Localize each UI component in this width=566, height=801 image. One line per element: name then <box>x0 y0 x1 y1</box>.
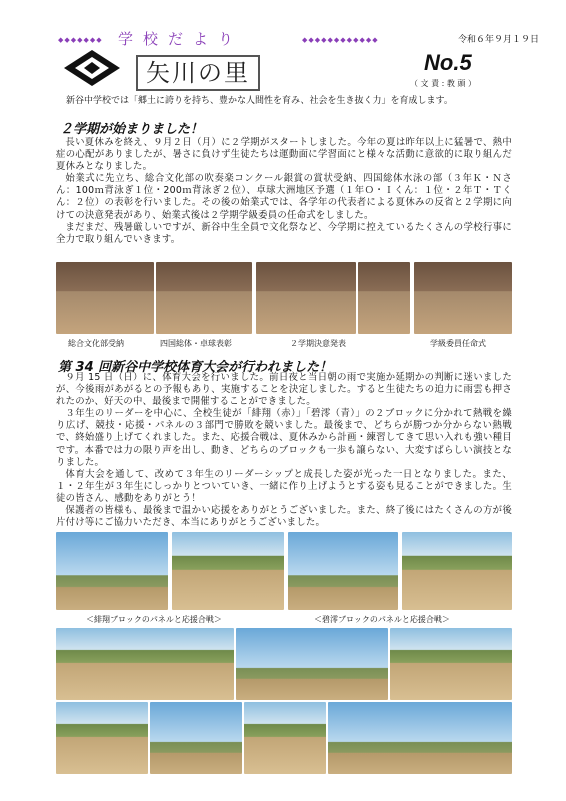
caption-blue-block: ＜碧澪ブロックのパネルと応援合戦＞ <box>314 615 450 624</box>
section2-paragraph: ９月 15 日（日）に、体育大会を行いました。前日夜と当日朝の雨で実施か延期かの判断に迷いましたが、今後雨があがるとの予報もあり、実施することを決定しました。すると生徒たちの迫力に雨雲も押されたのか、好天の中、最後まで開催することができました。 <box>56 372 512 408</box>
photo-red-panel <box>56 532 168 610</box>
section2-paragraph: ３年生のリーダーを中心に、全校生徒が「緋翔（赤）」「碧澪（青）」の２ブロックに分かれて熱戦を繰り広げ、競技・応援・パネルの３部門で勝敗を競いました。最後まで、どちらが勝つか分からない熱戦で、終始盛り上げてくれました。また、応援合戦は、夏休みから計画・練習してきて思い入れも強い種目です。本番では力の限り声を出し、動き、どちらのブロックも一歩も譲らない、大変すばらしい演技となりました。 <box>56 408 512 468</box>
section2-title: 第 34 回新谷中学校体育大会が行われました！ <box>58 360 333 375</box>
section1-paragraph: 始業式に先立ち、総合文化部の吹奏楽コンクール銀賞の賞状受納、四国総体水泳の部（３年Ｋ・Ｎさん：100ｍ背泳ぎ１位・200ｍ背泳ぎ２位）、卓球大洲地区予選（１年Ｏ・Ｉくん：１位・２年Ｔ・Ｔくん：２位）の表彰を行いました。その後の始業式では、各学年の代表者による夏休みの反省と２学期に向けての決意発表があり、始業式後は２学期学級委員の任命式をしました。 <box>56 173 512 221</box>
school-emblem-icon <box>62 48 122 88</box>
header-dots-right: ◆◆◆◆◆◆◆◆◆◆◆◆ <box>302 36 379 44</box>
caption-resolution: ２学期決意発表 <box>290 339 346 348</box>
header-dots-left: ◆◆◆◆◆◆◆ <box>58 36 103 44</box>
photo-resolution-2 <box>358 262 410 334</box>
photo-team-event <box>244 702 326 774</box>
photo-award <box>156 262 252 334</box>
section2-paragraph: 体育大会を通して、改めて３年生のリーダーシップと成長した姿が光った一日となりました。また、１・２年生が３年生にしっかりとついていき、一緒に作り上げようとする姿も見ることができました。生徒の皆さん、感動をありがとう！ <box>56 468 512 504</box>
caption-culture-club: 総合文化部受納 <box>68 339 124 348</box>
photo-relay <box>56 628 234 700</box>
photo-culture-club <box>56 262 154 334</box>
photo-blue-cheer <box>402 532 512 610</box>
section1-body <box>56 137 512 246</box>
photo-tug-of-war <box>328 702 512 774</box>
photo-red-cheer <box>172 532 284 610</box>
section2-body <box>56 372 512 529</box>
photo-hurdle <box>150 702 242 774</box>
photo-blue-panel <box>288 532 398 610</box>
photo-class-committee <box>414 262 512 334</box>
masthead-title: 矢川の里 <box>136 55 260 91</box>
header-title: 学校だより <box>118 30 244 48</box>
section1-title: ２学期が始まりました！ <box>60 122 204 137</box>
section2-paragraph: 保護者の皆様も、最後まで温かい応援をありがとうございました。また、終了後にはたくさんの方が後片付け等にご協力いただき、本当にありがとうございました。 <box>56 505 512 529</box>
photo-race <box>56 702 148 774</box>
caption-class-committee: 学級委員任命式 <box>430 339 486 348</box>
issue-date: 令和６年９月１９日 <box>458 35 540 45</box>
issue-number: No.5 <box>424 50 472 75</box>
photo-resolution <box>256 262 356 334</box>
photo-flag-pole <box>236 628 388 700</box>
section1-paragraph: まだまだ、残暑厳しいですが、新谷中生全員で文化祭など、今学期に控えているたくさんの学校行事に全力で取り組んでいきます。 <box>56 221 512 245</box>
section1-paragraph: 長い夏休みを終え、９月２日（月）に２学期がスタートしました。今年の夏は昨年以上に猛暑で、熱中症の心配がありましたが、暑さに負けず生徒たちは運動面に学習面にと様々な活動に意欲的に取り組んだ夏休みとなりました。 <box>56 137 512 173</box>
school-motto: 新谷中学校では「郷土に誇りを持ち、豊かな人間性を育み、社会を生き抜く力」を育成します。 <box>66 96 453 106</box>
author-note: （ 文 責 : 教 頭 ） <box>410 79 476 88</box>
photo-group-dance <box>390 628 512 700</box>
caption-red-block: ＜緋翔ブロックのパネルと応援合戦＞ <box>86 615 222 624</box>
caption-award: 四国総体・卓球表彰 <box>160 339 232 348</box>
